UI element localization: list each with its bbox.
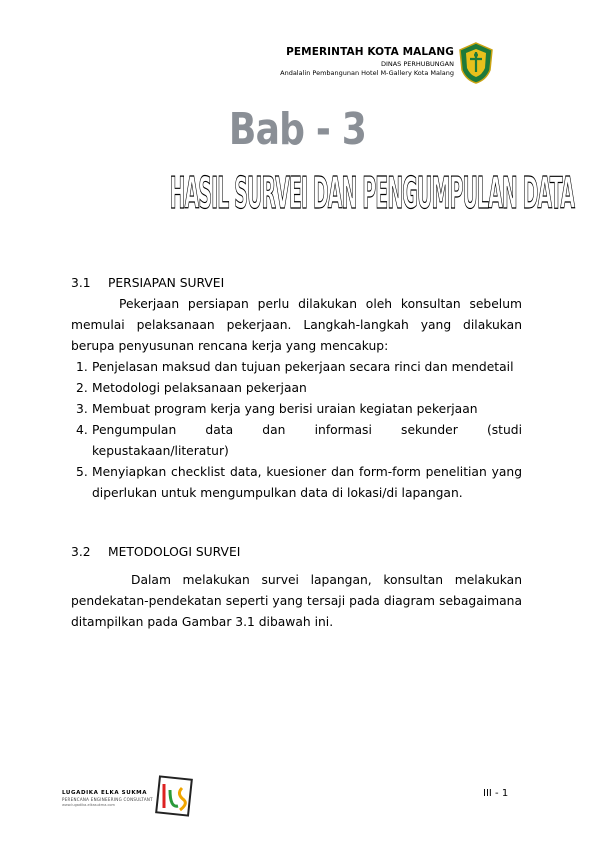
list-item: 4. Pengumpulan data dan informasi sekunder (studi kepustakaan/literatur) xyxy=(76,423,522,458)
company-subtitle: PERENCANA ENGINEERING CONSULTANT xyxy=(62,797,153,802)
company-website: www.lugadika-elkasukma.com xyxy=(62,803,115,807)
project-name: Andalalin Pembangunan Hotel M-Gallery Kota Malang xyxy=(280,69,454,77)
chapter-title: HASIL SURVEI DAN PENGUMPULAN DATA xyxy=(169,168,575,219)
section-heading-1 xyxy=(71,276,224,290)
section-number: 3.2 xyxy=(71,545,91,559)
company-logo xyxy=(62,776,153,807)
list-item: 2. Metodologi pelaksanaan pekerjaan xyxy=(76,381,307,395)
list-item: 5. Menyiapkan checklist data, kuesioner dan form-form penelitian yang diperlukan untuk mengumpulkan data di lokasi/di lapangan. xyxy=(76,465,522,500)
chapter-number: Bab - 3 xyxy=(228,104,367,155)
step-list xyxy=(71,357,522,504)
section-body-2 xyxy=(71,570,522,633)
page-number: III - 1 xyxy=(483,788,509,799)
list-item: 1. Penjelasan maksud dan tujuan pekerjaan secara rinci dan mendetail xyxy=(76,360,514,374)
section-title: METODOLOGI SURVEI xyxy=(108,545,241,559)
section-paragraph: Dalam melakukan survei lapangan, konsultan melakukan pendekatan-pendekatan seperti yang tersaji pada diagram sebagaimana ditampilkan pada Gambar 3.1 dibawah ini. xyxy=(71,573,522,629)
section-intro: Pekerjaan persiapan perlu dilakukan oleh konsultan sebelum memulai pelaksanaan pekerjaan. Langkah-langkah yang dilakukan berupa penyusunan rencana kerja yang mencakup: xyxy=(71,297,522,353)
section-body-1 xyxy=(71,294,522,504)
department-name: DINAS PERHUBUNGAN xyxy=(380,60,454,68)
company-mark-icon xyxy=(152,774,196,818)
document-header xyxy=(280,46,454,77)
government-name: PEMERINTAH KOTA MALANG xyxy=(286,46,454,58)
section-heading-2 xyxy=(71,545,240,559)
city-crest-icon xyxy=(458,42,494,84)
company-name: LUGADIKA ELKA SUKMA xyxy=(62,790,148,796)
section-number: 3.1 xyxy=(71,276,91,290)
section-title: PERSIAPAN SURVEI xyxy=(108,276,225,290)
list-item: 3. Membuat program kerja yang berisi uraian kegiatan pekerjaan xyxy=(76,402,478,416)
